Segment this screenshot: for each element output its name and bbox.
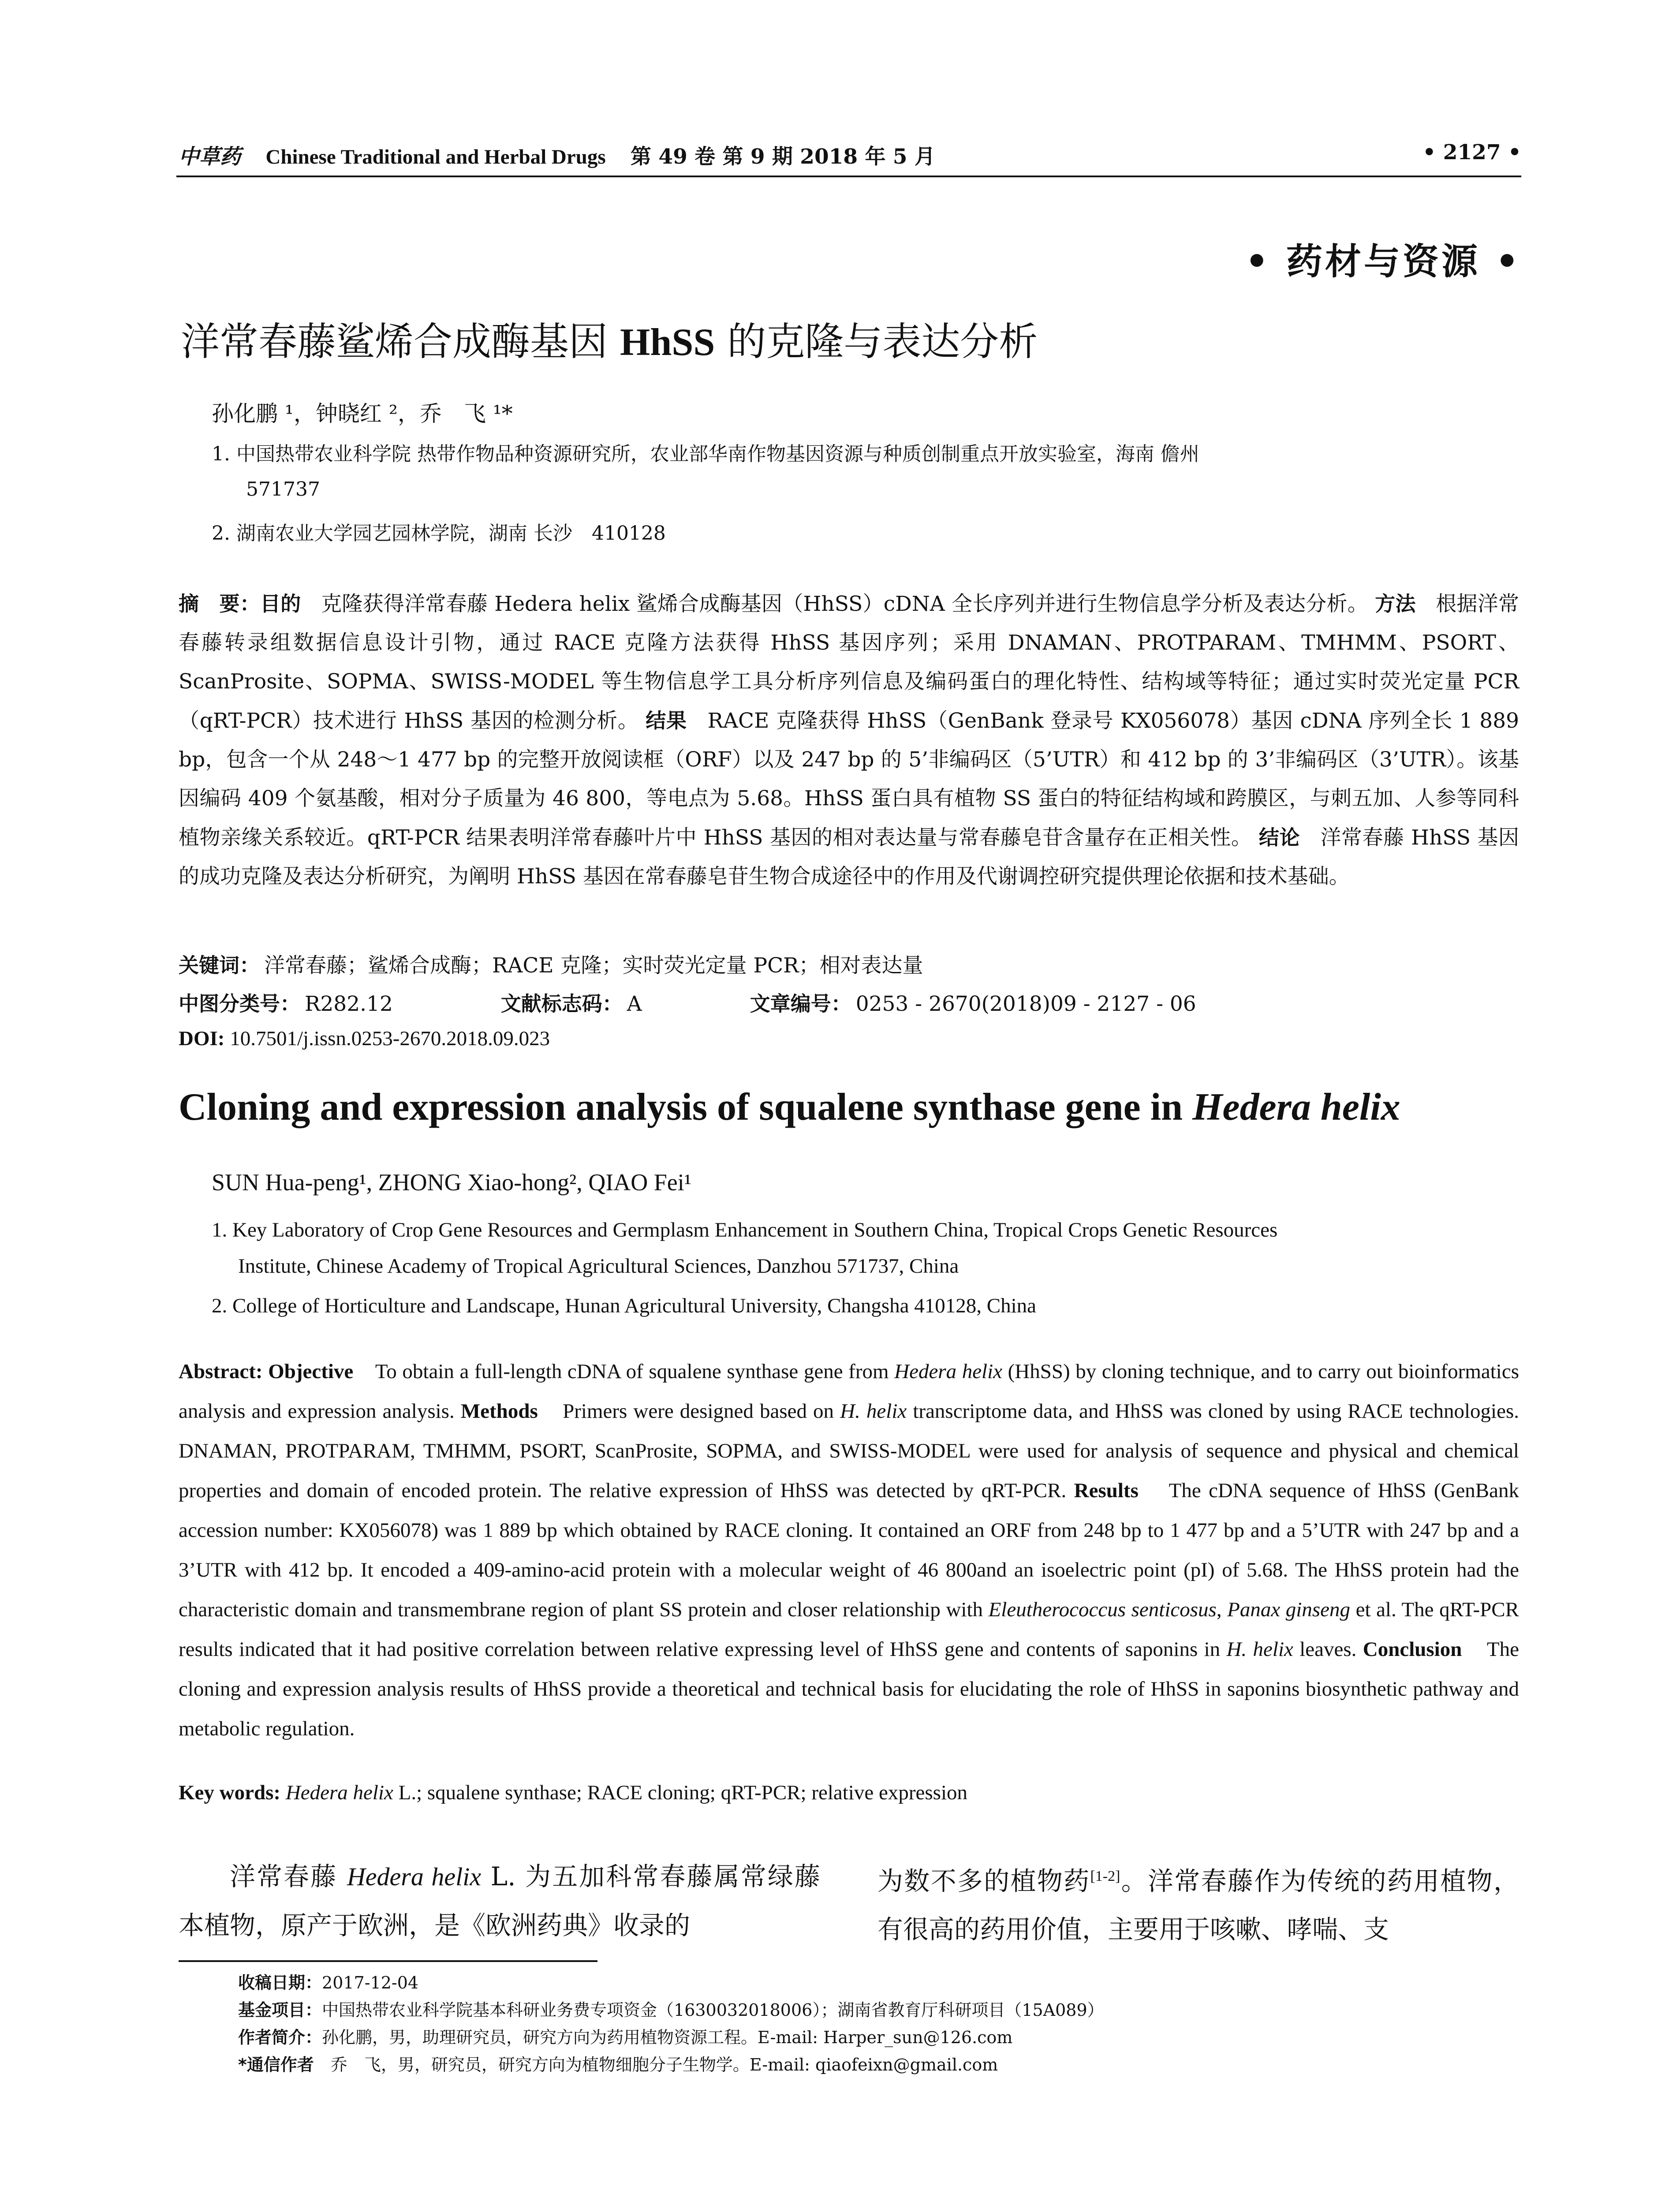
methods-text-cn: 根据洋常春藤转录组数据信息设计引物，通过 RACE 克隆方法获得 HhSS 基因序列；采用 DNAMAN、PROTPARAM、TMHMM、PSORT、ScanProsite、SOPMA、SWISS-MODEL 等生物信息学工具分析序列信息及编码蛋白的理化特性、结构域等特征；通过实时荧光定量 PCR（qRT-PCR）技术进行 HhSS 基因的检测分析。 [179, 592, 1519, 733]
footnote-corresponding [238, 2051, 1517, 2078]
footnotes [238, 1969, 1517, 2078]
body-column-left [179, 1852, 820, 1950]
title-cn-post: 的克隆与表达分析 [715, 319, 1038, 364]
title-en-species: Hedera helix [1192, 1086, 1400, 1129]
keywords-en-text: L.; squalene synthase; RACE cloning; qRT-PCR; relative expression [393, 1781, 967, 1804]
journal-issue: 第 49 卷 第 9 期 2018 年 5 月 [631, 145, 935, 169]
title-cn [181, 311, 1038, 366]
clc-value: R282.12 [305, 992, 393, 1016]
body-text: 洋常春藤 [230, 1861, 347, 1891]
results-text-en-a: The cDNA sequence of HhSS (GenBank accession number: KX056078) was 1 889 bp which obtained by RACE cloning. It contained an ORF from 248 bp to 1 477 bp and a 5’UTR with 247 bp and a 3’UTR with 412 bp. It encoded a 409-amino-acid protein with a molecular weight of 46 800and an isoelectric point (pI) of 5.68. The HhSS protein had the characteristic domain and transmembrane region of plant SS protein and closer relationship with [179, 1479, 1519, 1621]
title-en-main: Cloning and expression analysis of squalene synthase gene in [179, 1086, 1193, 1129]
results-text-en-b: et al. The qRT-PCR results indicated that it had positive correlation between relative expressing level of HhSS gene and contents of saponins in [179, 1598, 1519, 1661]
footnote-label: 作者简介： [238, 2028, 322, 2047]
objective-label-cn: 目的 [260, 592, 301, 616]
affiliation-cn-2: 2. 湖南农业大学园艺园林学院，湖南 长沙 410128 [212, 522, 666, 545]
authors-en: SUN Hua-peng¹, ZHONG Xiao-hong², QIAO Fei¹ [212, 1169, 691, 1196]
abstract-en-label: Abstract: Objective [179, 1360, 354, 1383]
keywords-cn-label: 关键词： [179, 953, 260, 977]
affiliation-cn-1-line2: 571737 [246, 478, 320, 501]
header-rule [176, 176, 1521, 177]
citation-ref: [1-2] [1090, 1868, 1120, 1884]
conclusion-label-en: Conclusion [1363, 1638, 1462, 1661]
affiliation-cn-1 [212, 437, 1512, 507]
affiliation-en-1-line2: Institute, Chinese Academy of Tropical Agricultural Sciences, Danzhou 571737, China [238, 1255, 959, 1278]
classification-line [179, 988, 1196, 1017]
abstract-en [179, 1352, 1519, 1749]
affiliation-en-1-line1: 1. Key Laboratory of Crop Gene Resources and Germplasm Enhancement in Southern China, Tropical Crops Genetic Resources [212, 1218, 1278, 1241]
results-text-cn: RACE 克隆获得 HhSS（GenBank 登录号 KX056078）基因 cDNA 序列全长 1 889 bp，包含一个从 248～1 477 bp 的完整开放阅读框（ORF）以及 247 bp 的 5’非编码区（5’UTR）和 412 bp 的 3’非编码区（3’UTR）。该基因编码 409 个氨基酸，相对分子质量为 46 800，等电点为 5.68。HhSS 蛋白具有植物 SS 蛋白的特征结构域和跨膜区，与刺五加、人参等同科植物亲缘关系较近。qRT-PCR 结果表明洋常春藤叶片中 HhSS 基因的相对表达量与常春藤皂苷含量存在正相关性。 [179, 709, 1519, 850]
body-text: L. 为五加科常春藤属常绿藤本植物，原产于欧洲，是《欧洲药典》收录的 [179, 1861, 820, 1940]
footnote-label: 基金项目： [238, 2000, 322, 2020]
authors-cn: 孙化鹏 ¹，钟晓红 ²，乔 飞 ¹* [212, 401, 513, 426]
keywords-en-label: Key words: [179, 1781, 281, 1804]
affiliation-en-2: 2. College of Horticulture and Landscape, Hunan Agricultural University, Changsha 410128, China [212, 1294, 1036, 1317]
species-name: Eleutherococcus senticosus [988, 1598, 1217, 1621]
body-column-right [877, 1852, 1519, 1954]
methods-text-en-b: transcriptome data, and HhSS was cloned by using RACE technologies. DNAMAN, PROTPARAM, TMHMM, PSORT, ScanProsite, SOPMA, and SWISS-MODEL were used for analysis of sequence and physical and chemical properties and domain of encoded protein. The relative expression of HhSS was detected by qRT-PCR. [179, 1400, 1519, 1502]
conclusion-text-cn: 洋常春藤 HhSS 基因的成功克隆及表达分析研究，为阐明 HhSS 基因在常春藤皂苷生物合成途径中的作用及代谢调控研究提供理论依据和技术基础。 [179, 826, 1519, 889]
objective-text-en-b: (HhSS) by cloning technique, and to carry out bioinformatics analysis and expression analysis. [179, 1360, 1519, 1423]
footnote-text: 中国热带农业科学院基本科研业务费专项资金（1630032018006）；湖南省教育厅科研项目（15A089） [322, 2000, 1104, 2020]
species-name: Hedera helix [347, 1862, 482, 1891]
results-text-en-c: leaves. [1293, 1638, 1357, 1661]
methods-text-en-a: Primers were designed based on [563, 1400, 840, 1423]
keywords-cn [179, 949, 923, 979]
doi-line [179, 1027, 550, 1050]
footnote-rule [179, 1960, 597, 1962]
conclusion-label-cn: 结论 [1258, 826, 1300, 849]
title-en [179, 1085, 1400, 1129]
journal-name: Chinese Traditional and Herbal Drugs [265, 146, 606, 168]
body-text: 为数不多的植物药 [877, 1866, 1090, 1896]
keywords-en [179, 1781, 967, 1805]
doi-label: DOI: [179, 1027, 225, 1050]
methods-label-en: Methods [460, 1400, 538, 1423]
footnote-text: 2017-12-04 [322, 1973, 419, 1992]
results-text-en-sep: , [1216, 1598, 1228, 1621]
objective-text-en-a: To obtain a full-length cDNA of squalene synthase gene from [375, 1360, 895, 1383]
article-no-value: 0253 - 2670(2018)09 - 2127 - 06 [855, 992, 1196, 1016]
species-name: Hedera helix [285, 1781, 393, 1804]
title-cn-gene: HhSS [620, 321, 715, 364]
article-no-label: 文章编号： [750, 992, 851, 1016]
page-number: • 2127 • [1422, 140, 1521, 164]
species-name: H. helix [1226, 1638, 1293, 1661]
footnote-text: 孙化鹏，男，助理研究员，研究方向为药用植物资源工程。E-mail: Harper_sun@126.com [322, 2028, 1013, 2047]
results-label-cn: 结果 [646, 709, 687, 733]
clc-label: 中图分类号： [179, 992, 300, 1016]
running-header [179, 140, 1521, 171]
abstract-cn [179, 584, 1519, 896]
abstract-cn-label: 摘 要： [179, 592, 260, 616]
footnote-label: 收稿日期： [238, 1973, 322, 1992]
species-name: H. helix [840, 1400, 907, 1423]
keywords-cn-text: 洋常春藤；鲨烯合成酶；RACE 克隆；实时荧光定量 PCR；相对表达量 [264, 953, 923, 978]
doc-code-value: A [627, 992, 642, 1016]
footnote-author-bio [238, 2024, 1517, 2051]
footnote-label: *通信作者 [238, 2055, 331, 2074]
body-text: 。洋常春藤作为传统的药用植物，有很高的药用价值，主要用于咳嗽、哮喘、支 [877, 1866, 1519, 1945]
affiliation-cn-1-line1: 1. 中国热带农业科学院 热带作物品种资源研究所，农业部华南作物基因资源与种质创制重点开放实验室，海南 儋州 [212, 443, 1199, 465]
species-name: Hedera helix [894, 1360, 1003, 1383]
footnote-received [238, 1969, 1517, 1996]
objective-text-cn: 克隆获得洋常春藤 Hedera helix 鲨烯合成酶基因（HhSS）cDNA 全长序列并进行生物信息学分析及表达分析。 [321, 592, 1368, 616]
conclusion-text-en: The cloning and expression analysis results of HhSS provide a theoretical and technical basis for elucidating the role of HhSS in saponins biosynthetic pathway and metabolic regulation. [179, 1638, 1519, 1740]
journal-brand: 中草药 [179, 145, 241, 169]
doc-code-label: 文献标志码： [500, 992, 623, 1016]
footnote-text: 乔 飞，男，研究员，研究方向为植物细胞分子生物学。E-mail: qiaofeixn@gmail.com [330, 2055, 998, 2074]
affiliation-en-1 [212, 1212, 1519, 1284]
doi-value: 10.7501/j.issn.0253-2670.2018.09.023 [230, 1027, 550, 1050]
footnote-funding [238, 1996, 1517, 2024]
section-label: • 药材与资源 • [1245, 240, 1521, 283]
title-cn-pre: 洋常春藤鲨烯合成酶基因 [181, 319, 620, 364]
results-label-en: Results [1074, 1479, 1139, 1502]
methods-label-cn: 方法 [1375, 592, 1416, 616]
species-name: Panax ginseng [1227, 1598, 1351, 1621]
